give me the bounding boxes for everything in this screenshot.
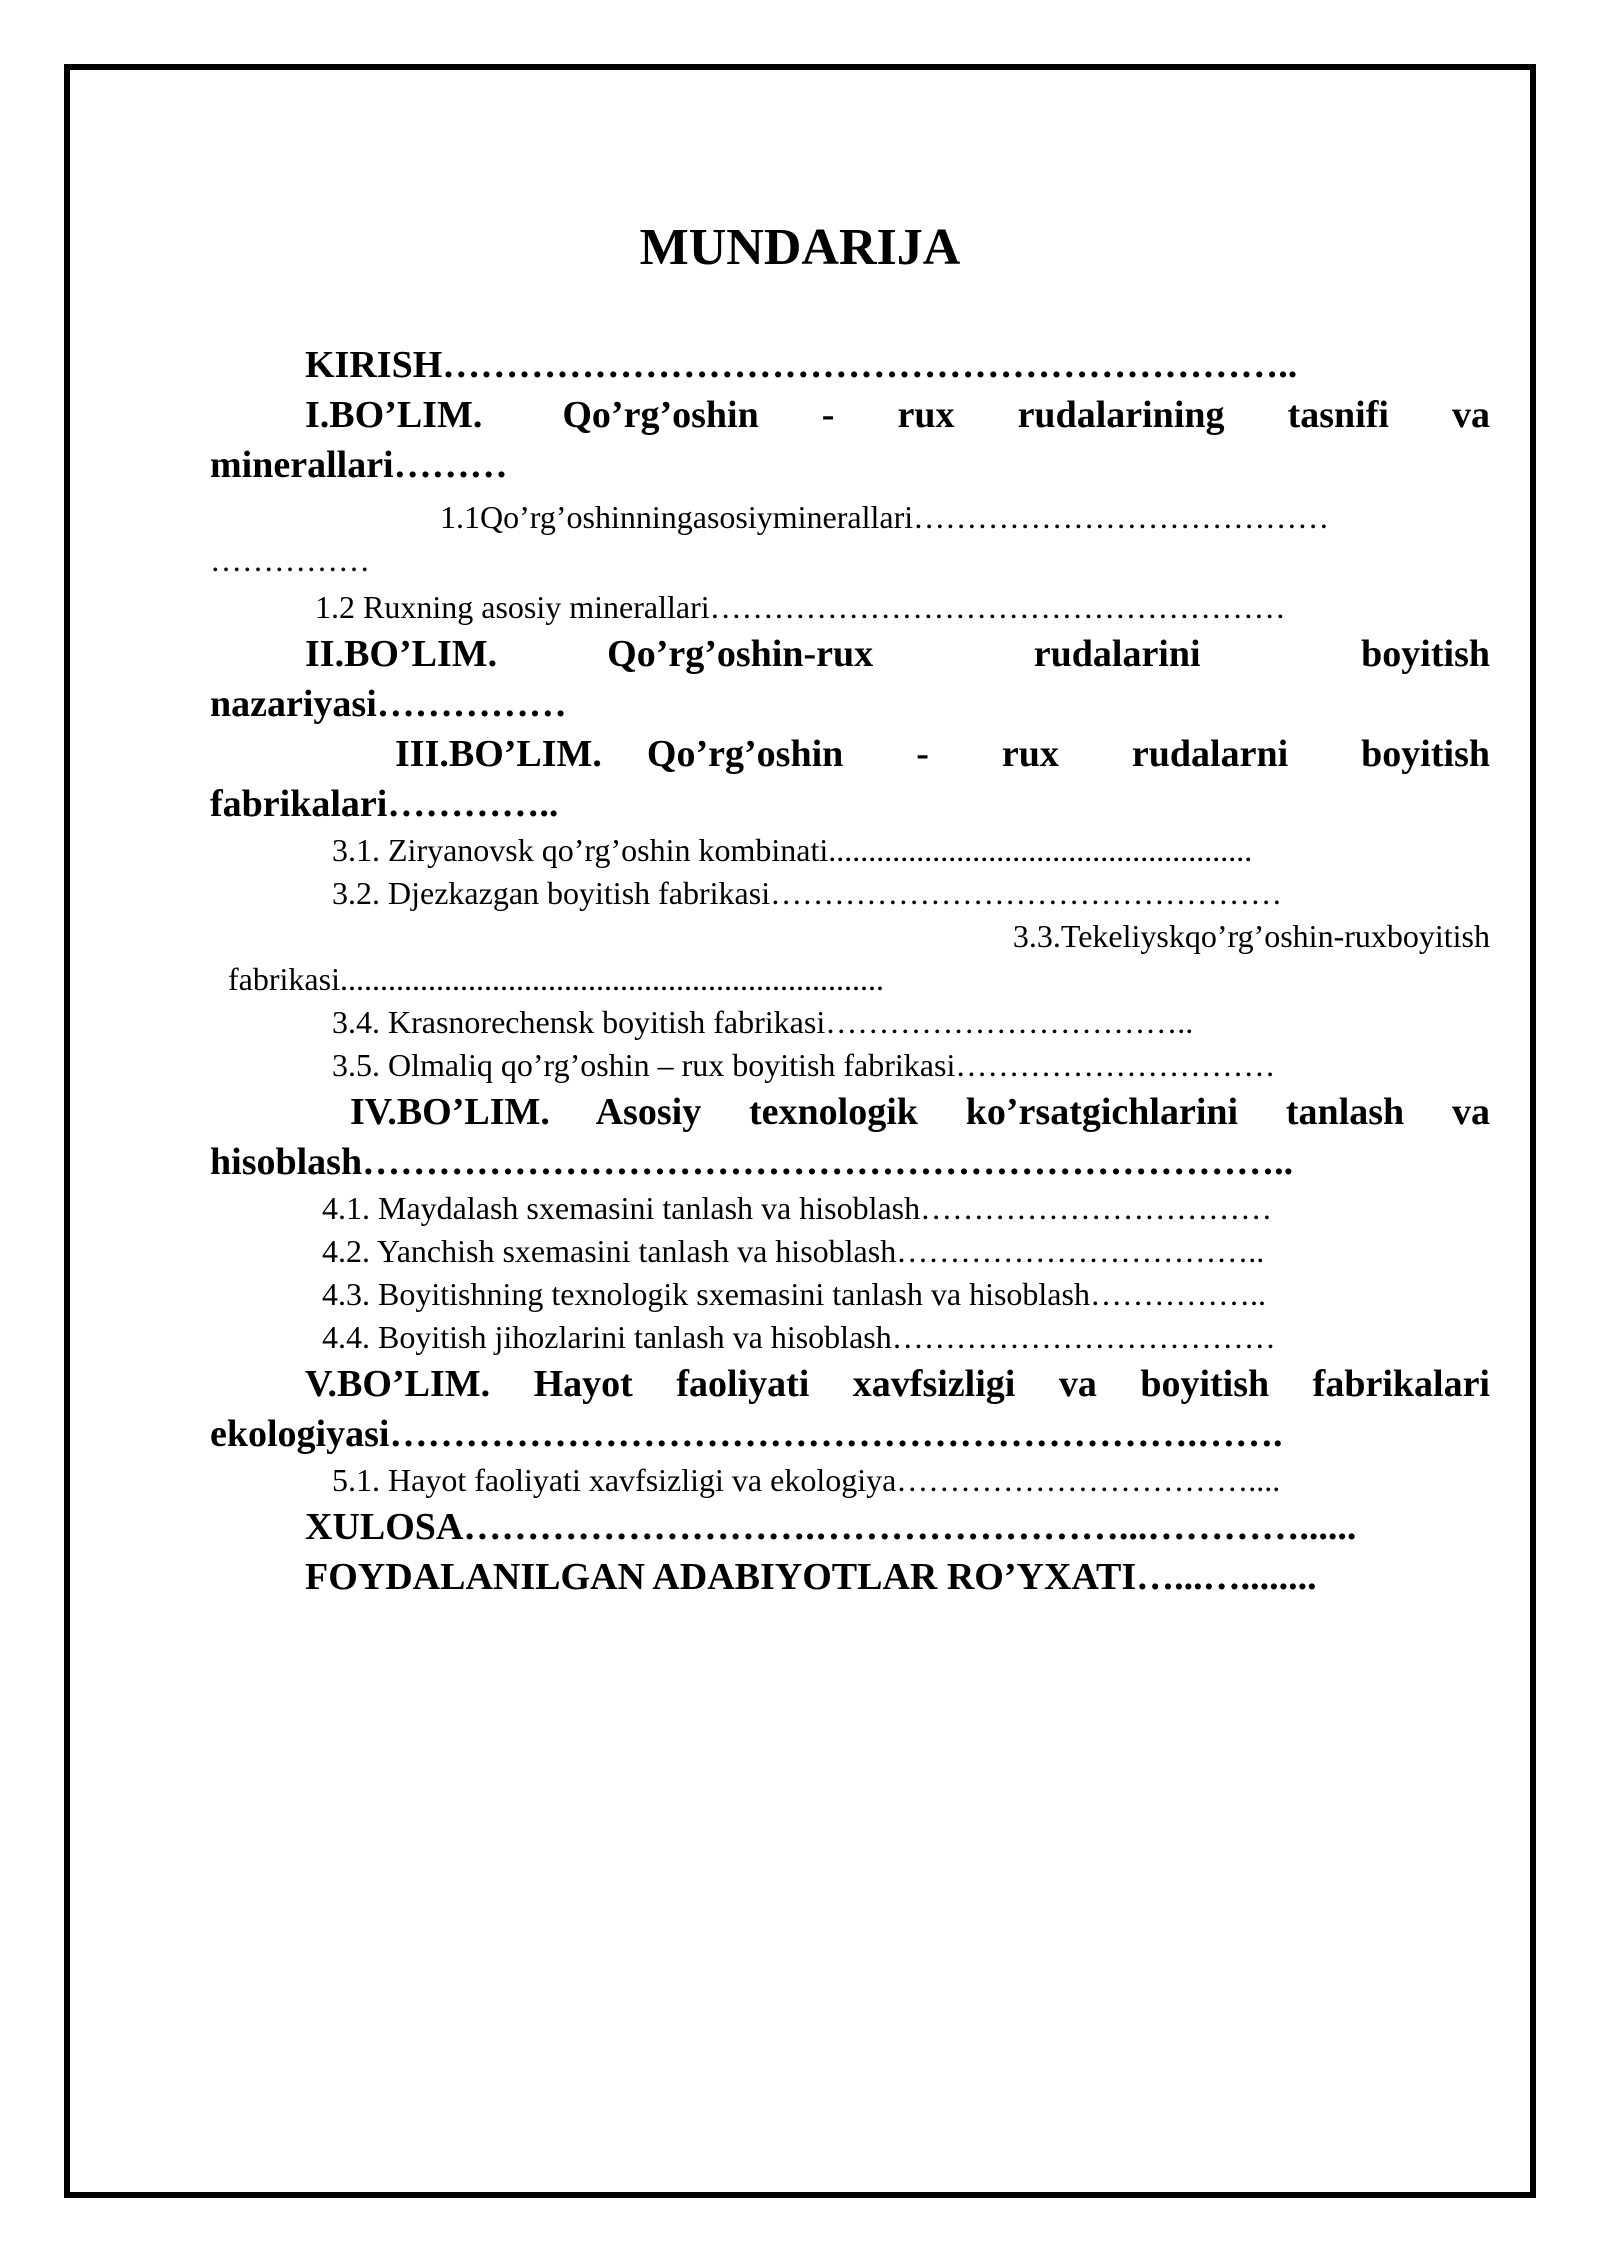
- toc-entry-section-5: V.BO’LIM. Hayot faoliyati xavfsizligi va boyitish fabrikalari: [305, 1363, 1490, 1405]
- toc-entry-1-2: 1.2 Ruxning asosiy minerallari………………………………………………: [315, 589, 1286, 625]
- toc-entry-continuation: fabrikasi....................................................................: [228, 961, 884, 997]
- toc-entry-section-2: [210, 629, 1490, 679]
- toc-section-continuation: nazariyasi……………: [210, 683, 567, 725]
- toc-entry-3-1: 3.1. Ziryanovsk qo’rg’oshin kombinati.....................................................: [332, 832, 1253, 868]
- toc-section-title: Qo’rg’oshin - rux rudalarni boyitish: [646, 733, 1490, 775]
- toc-section-continuation: ekologiyasi……………………………………………………….…….: [210, 1413, 1283, 1455]
- toc-section-title: Qo’rg’oshin - rux rudalarining tasnifi va: [562, 394, 1490, 436]
- toc-entry-section-1: [210, 390, 1490, 440]
- toc-entry-section-3: [210, 729, 1490, 779]
- toc-section-continuation: hisoblash………………………………………………………………..: [210, 1141, 1294, 1183]
- toc-section-title: Qo’rg’oshin-rux rudalarini boyitish: [607, 633, 1490, 675]
- toc-section-number: II.BO’LIM.: [305, 633, 498, 675]
- toc-entry-3-4: 3.4. Krasnorechensk boyitish fabrikasi……………………………..: [332, 1004, 1194, 1040]
- page-title: MUNDARIJA: [639, 219, 961, 276]
- toc-entry-3-2: 3.2. Djezkazgan boyitish fabrikasi…………………………………………: [332, 875, 1283, 911]
- toc-entry-4-2: 4.2. Yanchish sxemasini tanlash va hisoblash……………………………..: [322, 1233, 1265, 1269]
- toc-entry-references: FOYDALANILGAN ADABIYOTLAR RO’YXATI…...…........: [305, 1556, 1317, 1598]
- toc-entry-3-5: 3.5. Olmaliq qo’rg’oshin – rux boyitish fabrikasi…………………………: [332, 1047, 1276, 1083]
- toc-section-continuation: minerallari………: [210, 444, 508, 486]
- toc-section-number: III.BO’LIM.: [395, 733, 602, 775]
- toc-entry-continuation: ……………: [210, 542, 370, 578]
- toc-entry-4-4: 4.4. Boyitish jihozlarini tanlash va hisoblash………………………………: [322, 1319, 1276, 1355]
- toc-entry-4-3: 4.3. Boyitishning texnologik sxemasini tanlash va hisoblash……………..: [322, 1276, 1266, 1312]
- toc-section-continuation: fabrikalari…………..: [210, 783, 559, 825]
- table-of-contents: [210, 336, 1490, 1602]
- toc-entry-1-1: 1.1Qo’rg’oshinningasosiyminerallari…………………………………: [440, 499, 1330, 535]
- toc-entry-xulosa: XULOSA……………………….……………………...…………......: [305, 1506, 1357, 1548]
- toc-entry-section-4: IV.BO’LIM. Asosiy texnologik ko’rsatgichlarini tanlash va: [350, 1091, 1490, 1133]
- toc-section-number: I.BO’LIM.: [305, 394, 483, 436]
- toc-entry-kirish: KIRISH…………………………………………………………..: [305, 344, 1298, 386]
- toc-entry-5-1: 5.1. Hayot faoliyati xavfsizligi va ekologiya……………………………....: [332, 1462, 1281, 1498]
- toc-entry-4-1: 4.1. Maydalash sxemasini tanlash va hisoblash……………………………: [322, 1190, 1273, 1226]
- toc-entry-3-3: 3.3.Tekeliyskqo’rg’oshin-ruxboyitish: [1012, 918, 1490, 954]
